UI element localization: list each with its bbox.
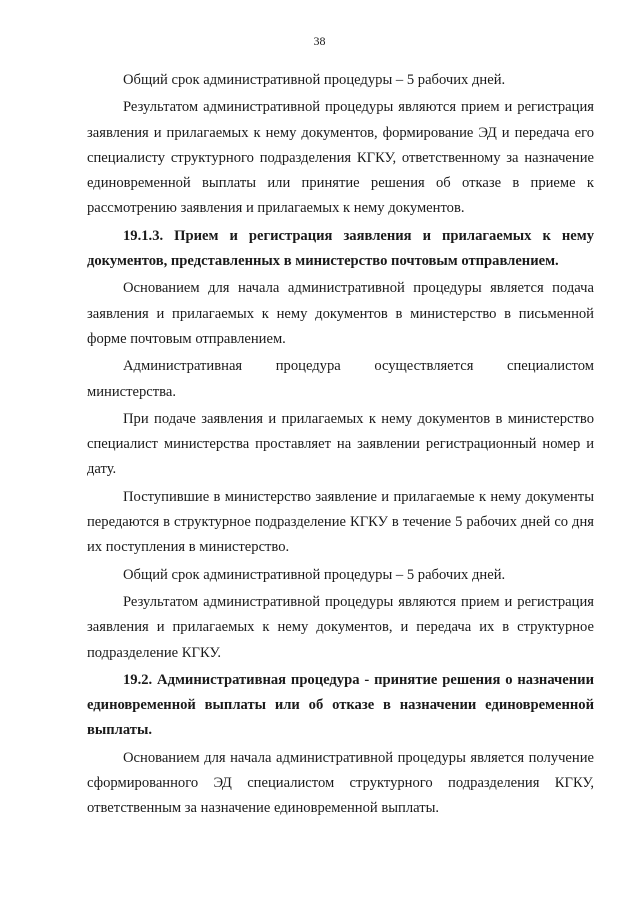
paragraph: При подаче заявления и прилагаемых к нему документов в министерство специалист министерства проставляет на заявлении регистрационный номер и дату.: [87, 410, 594, 478]
section-heading: 19.1.3. Прием и регистрация заявления и прилагаемых к нему документов, представленных в министерство почтовым отправлением.: [87, 227, 594, 270]
paragraph: Основанием для начала административной процедуры является подача заявления и прилагаемых к нему документов в министерство в письменной форме почтовым отправлением.: [87, 280, 594, 347]
paragraph: Общий срок административной процедуры – 5 рабочих дней.: [123, 72, 506, 88]
section-heading: 19.2. Административная процедура - принятие решения о назначении единовременной выплаты или об отказе в назначении единовременной выплаты.: [87, 671, 594, 739]
paragraph: Административная процедура осуществляется специалистом министерства.: [87, 358, 594, 400]
paragraph: Результатом административной процедуры являются прием и регистрация заявления и прилагаемых к нему документов, и передача их в структурное подразделение КГКУ.: [87, 593, 594, 661]
paragraph: Поступившие в министерство заявление и прилагаемые к нему документы передаются в структурное подразделение КГКУ в течение 5 рабочих дней со дня их поступления в министерство.: [87, 488, 594, 556]
page-number: 38: [313, 34, 326, 48]
paragraph: Основанием для начала административной процедуры является получение сформированного ЭД специалистом структурного подразделения КГКУ, ответственным за назначение единовременной выплаты.: [87, 749, 594, 817]
paragraph: Результатом административной процедуры являются прием и регистрация заявления и прилагаемых к нему документов, формирование ЭД и передача его специалисту структурного подразделения КГКУ, ответственному за назначение единовременной выплаты или принятие решения об отказе в приеме к рассмотрению заявления и прилагаемых к нему документов.: [87, 99, 594, 217]
paragraph: Общий срок административной процедуры – 5 рабочих дней.: [123, 566, 506, 583]
